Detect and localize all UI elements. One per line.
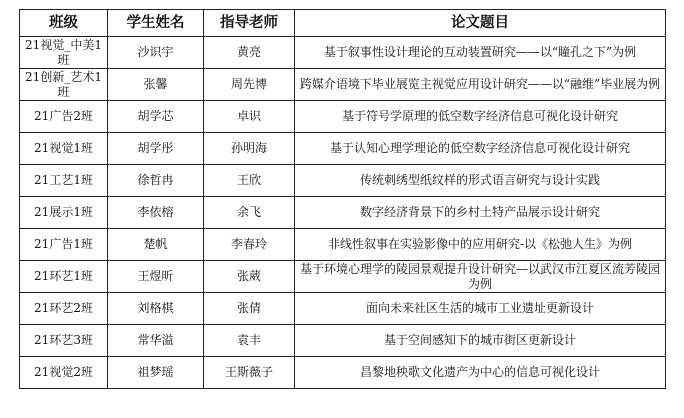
- table-row: [20, 133, 666, 165]
- table-row: [20, 229, 666, 261]
- student-cell: 胡学彤: [108, 133, 204, 165]
- teacher-cell: 王斯薇子: [204, 357, 295, 389]
- topic-cell: 昌黎地秧歌文化遗产为中心的信息可视化设计: [295, 357, 666, 389]
- table-row: [20, 325, 666, 357]
- class-cell: 21创新_艺术1班: [20, 69, 108, 101]
- table-row: [20, 69, 666, 101]
- class-cell: 21广告2班: [20, 101, 108, 133]
- class-cell: 21视觉2班: [20, 357, 108, 389]
- teacher-cell: 王欣: [204, 165, 295, 197]
- table-row: [20, 165, 666, 197]
- class-cell: 21视觉_中美1班: [20, 37, 108, 69]
- teacher-cell: 余飞: [204, 197, 295, 229]
- table-row: [20, 261, 666, 293]
- class-cell: 21环艺2班: [20, 293, 108, 325]
- class-cell: 21视觉1班: [20, 133, 108, 165]
- student-cell: 李依榕: [108, 197, 204, 229]
- student-cell: 沙识宇: [108, 37, 204, 69]
- teacher-cell: 张葳: [204, 261, 295, 293]
- student-cell: 常华溢: [108, 325, 204, 357]
- student-cell: 王煜昕: [108, 261, 204, 293]
- topic-cell: 传统刺绣型纸纹样的形式语言研究与设计实践: [295, 165, 666, 197]
- table-row: [20, 101, 666, 133]
- topic-cell: 跨媒介语境下毕业展览主视觉应用设计研究——以“融维”毕业展为例: [295, 69, 666, 101]
- header-student: 学生姓名: [108, 10, 204, 37]
- topic-cell: 基于空间感知下的城市街区更新设计: [295, 325, 666, 357]
- topic-cell: 基于环境心理学的陵园景观提升设计研究—以武汉市江夏区流芳陵园为例: [295, 261, 666, 293]
- teacher-cell: 黄亮: [204, 37, 295, 69]
- topic-cell: 面向未来社区生活的城市工业遗址更新设计: [295, 293, 666, 325]
- student-cell: 祖梦瑶: [108, 357, 204, 389]
- header-topic: 论文题目: [295, 10, 666, 37]
- class-cell: 21工艺1班: [20, 165, 108, 197]
- student-cell: 胡学芯: [108, 101, 204, 133]
- student-cell: 徐哲冉: [108, 165, 204, 197]
- header-class: 班级: [20, 10, 108, 37]
- topic-cell: 基于叙事性设计理论的互动装置研究——以“瞳孔之下”为例: [295, 37, 666, 69]
- table-row: [20, 197, 666, 229]
- table-row: [20, 37, 666, 69]
- topic-cell: 数字经济背景下的乡村土特产品展示设计研究: [295, 197, 666, 229]
- teacher-cell: 卓识: [204, 101, 295, 133]
- class-cell: 21环艺3班: [20, 325, 108, 357]
- topic-cell: 非线性叙事在实验影像中的应用研究-以《松弛人生》为例: [295, 229, 666, 261]
- student-cell: 楚帆: [108, 229, 204, 261]
- table-row: [20, 357, 666, 389]
- teacher-cell: 周先博: [204, 69, 295, 101]
- student-cell: 刘格棋: [108, 293, 204, 325]
- teacher-cell: 李春玲: [204, 229, 295, 261]
- table-row: [20, 293, 666, 325]
- thesis-table: [19, 9, 666, 389]
- teacher-cell: 张倩: [204, 293, 295, 325]
- teacher-cell: 孙明海: [204, 133, 295, 165]
- class-cell: 21广告1班: [20, 229, 108, 261]
- topic-cell: 基于认知心理学理论的低空数字经济信息可视化设计研究: [295, 133, 666, 165]
- topic-cell: 基于符号学原理的低空数字经济信息可视化设计研究: [295, 101, 666, 133]
- teacher-cell: 袁丰: [204, 325, 295, 357]
- class-cell: 21展示1班: [20, 197, 108, 229]
- class-cell: 21环艺1班: [20, 261, 108, 293]
- table-header-row: [20, 10, 666, 37]
- student-cell: 张馨: [108, 69, 204, 101]
- header-teacher: 指导老师: [204, 10, 295, 37]
